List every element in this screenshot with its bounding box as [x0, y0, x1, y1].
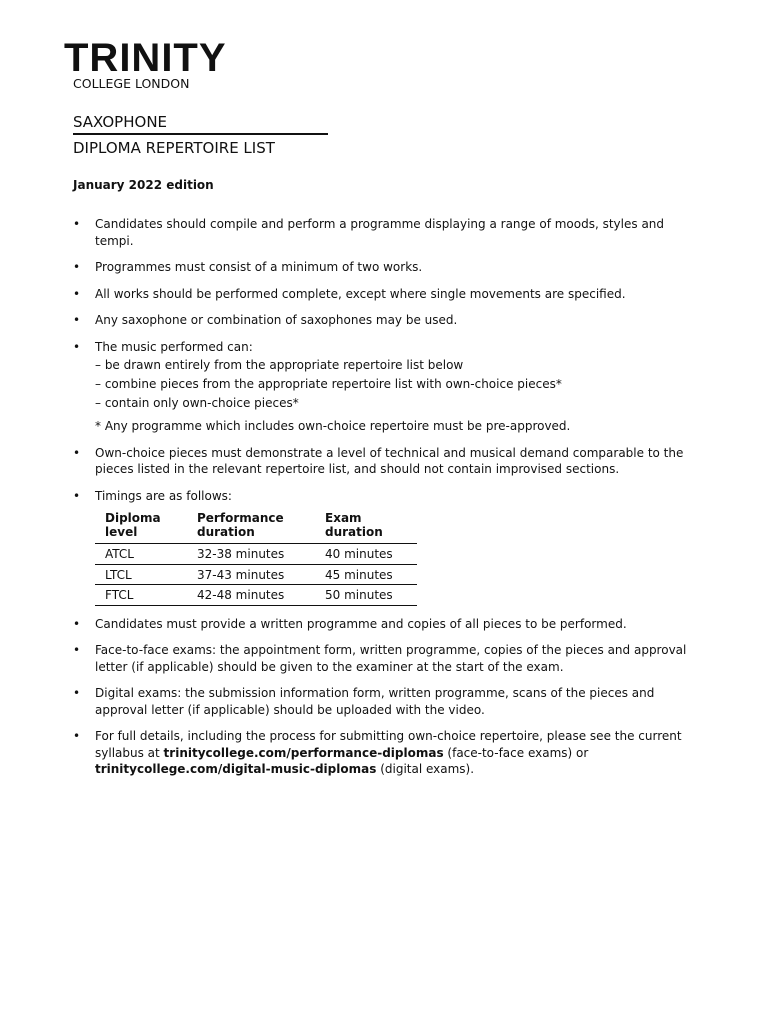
- list-item: [73, 286, 703, 303]
- table-cell: 32-38 minutes: [187, 544, 315, 565]
- document-title: [73, 112, 328, 158]
- list-item: [73, 312, 703, 329]
- edition-label: January 2022 edition: [73, 178, 214, 192]
- column-header: Performance duration: [187, 510, 315, 544]
- table-cell: 50 minutes: [315, 585, 417, 606]
- table-row: [95, 544, 417, 565]
- list-item: [73, 216, 703, 249]
- digital-music-diplomas-link[interactable]: trinitycollege.com/digital-music-diplomas: [95, 762, 377, 776]
- table-cell: 37-43 minutes: [187, 564, 315, 585]
- bullet-text: Own-choice pieces must demonstrate a level of technical and musical demand comparable to the pieces listed in the relevant repertoire list, and should not contain improvised sections.: [95, 445, 684, 476]
- bullet-text: All works should be performed complete, except where single movements are specified.: [95, 286, 626, 301]
- bullet-icon: •: [73, 686, 81, 700]
- bullet-text: Candidates should compile and perform a programme displaying a range of moods, styles and tempi.: [95, 217, 665, 248]
- full-details-text: (face-to-face exams) or: [443, 745, 589, 760]
- bullet-icon: •: [73, 488, 81, 503]
- list-item: [73, 259, 703, 276]
- bullet-icon: •: [73, 616, 81, 631]
- bullet-text: Digital exams: the submission information form, written programme, scans of the pieces and approval letter (if applicable) should be uploaded with the video.: [95, 686, 655, 717]
- bullet-icon: •: [73, 339, 81, 354]
- column-header: Diploma level: [95, 510, 187, 544]
- bullet-text: Face-to-face exams: the appointment form, written programme, copies of the pieces and approval letter (if applicable) should be given to the examiner at the start of the exam.: [95, 643, 687, 674]
- table-header-row: [95, 510, 417, 544]
- title-instrument: SAXOPHONE: [73, 113, 168, 131]
- timings-intro: Timings are as follows:: [95, 488, 232, 503]
- table-cell: 45 minutes: [315, 564, 417, 585]
- bullet-icon: •: [73, 313, 81, 327]
- list-item: [73, 616, 703, 633]
- table-cell: 40 minutes: [315, 544, 417, 565]
- sub-list-item: – combine pieces from the appropriate repertoire list with own-choice pieces*: [95, 377, 562, 391]
- bullet-icon: •: [73, 217, 81, 231]
- title-divider: [73, 133, 328, 135]
- trinity-logo: [64, 36, 227, 91]
- music-performed-intro: The music performed can:: [95, 339, 253, 354]
- performance-diplomas-link[interactable]: trinitycollege.com/performance-diplomas: [163, 745, 444, 760]
- requirements-list: [73, 216, 703, 788]
- table-cell: LTCL: [95, 564, 187, 585]
- bullet-icon: •: [73, 286, 81, 301]
- list-item-full-details: [73, 728, 703, 778]
- bullet-icon: •: [73, 729, 81, 743]
- table-cell: ATCL: [95, 544, 187, 565]
- list-item-music-performed: [73, 339, 703, 435]
- list-item-timings: [73, 488, 703, 606]
- list-item: [73, 685, 703, 718]
- bullet-icon: •: [73, 445, 81, 460]
- logo-subtitle: COLLEGE LONDON: [73, 76, 190, 91]
- table-row: [95, 564, 417, 585]
- full-details-text: For full details, including the process for submitting own-choice repertoire, please see the current syllabus at: [95, 729, 682, 760]
- logo-wordmark: TRINITY: [64, 36, 227, 80]
- bullet-text: Programmes must consist of a minimum of two works.: [95, 260, 423, 274]
- sub-list-item: – contain only own-choice pieces*: [95, 396, 299, 410]
- list-item: [73, 445, 703, 478]
- column-header: Exam duration: [315, 510, 417, 544]
- bullet-icon: •: [73, 260, 81, 274]
- timings-table: [95, 510, 417, 606]
- bullet-text: Candidates must provide a written programme and copies of all pieces to be performed.: [95, 616, 627, 631]
- sub-list-item: – be drawn entirely from the appropriate repertoire list below: [95, 358, 464, 372]
- table-cell: 42-48 minutes: [187, 585, 315, 606]
- table-row: [95, 585, 417, 606]
- bullet-icon: •: [73, 643, 81, 657]
- full-details-text: (digital exams).: [376, 762, 475, 776]
- title-list-name: DIPLOMA REPERTOIRE LIST: [73, 139, 275, 157]
- bullet-text: Any saxophone or combination of saxophones may be used.: [95, 313, 458, 327]
- list-item: [73, 642, 703, 675]
- table-cell: FTCL: [95, 585, 187, 606]
- own-choice-note: * Any programme which includes own-choice repertoire must be pre-approved.: [95, 419, 571, 433]
